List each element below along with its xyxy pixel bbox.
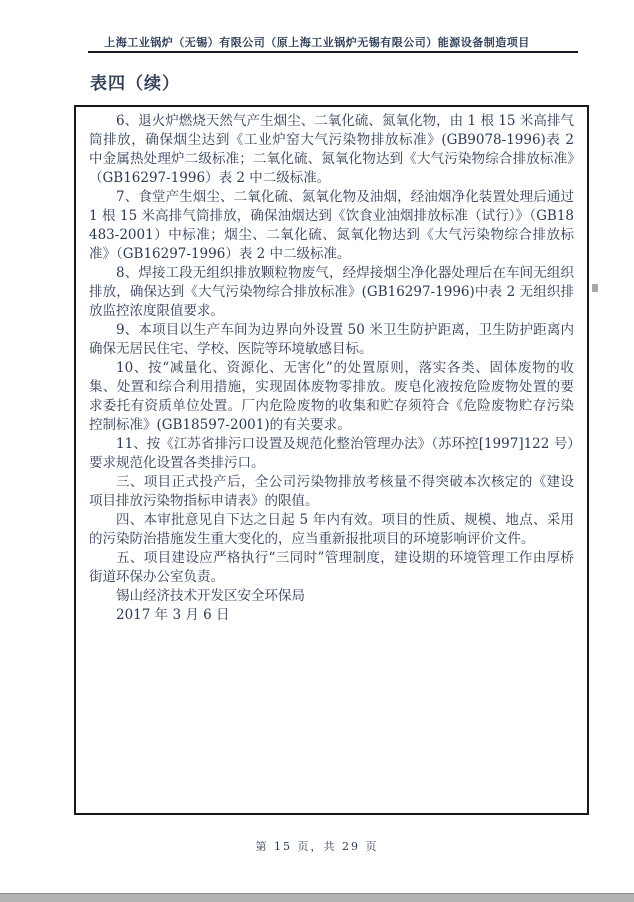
issuing-authority-signature: 锡山经济技术开发区安全环保局 — [116, 588, 305, 604]
approval-paragraph-item3: 三、项目正式投产后，全公司污染物排放考核量不得突破本次核定的《建设项目排放污染物指标申请表》的限值。 — [89, 474, 574, 509]
approval-content-box — [74, 105, 589, 815]
approval-paragraph-7: 7、食堂产生烟尘、二氧化硫、氮氧化物及油烟，经油烟净化装置处理后通过 1 根 15 米高排气筒排放，确保油烟达到《饮食业油烟排放标准（试行）》（GB18483-2001）中标准；烟尘、二氧化硫、氮氧化物达到《大气污染物综合排放标准》（GB16297-1996）表 2 中二级标准。 — [89, 189, 574, 262]
document-header-title: 上海工业锅炉（无锡）有限公司（原上海工业锅炉无锡有限公司）能源设备制造项目 — [104, 36, 530, 49]
page-number-indicator: 第 15 页，共 29 页 — [255, 840, 379, 853]
scan-edge-strip — [0, 893, 634, 902]
header-divider — [88, 51, 578, 53]
approval-paragraph-6: 6、退火炉燃烧天然气产生烟尘、二氧化硫、氮氧化物，由 1 根 15 米高排气筒排放，确保烟尘达到《工业炉窑大气污染物排放标准》(GB9078-1996)表 2 中金属热处理炉二级标准；二氧化硫、氮氧化物达到《大气污染物综合排放标准》（GB16297-1996）表 2 中二级标准。 — [89, 113, 574, 186]
scan-artifact-mark — [592, 284, 598, 292]
section-title: 表四（续） — [90, 74, 180, 94]
approval-paragraph-11: 11、按《江苏省排污口设置及规范化整治管理办法》（苏环控[1997]122 号）要求规范化设置各类排污口。 — [89, 436, 574, 471]
approval-paragraph-item4: 四、本审批意见自下达之日起 5 年内有效。项目的性质、规模、地点、采用的污染防治措施发生重大变化的，应当重新报批项目的环境影响评价文件。 — [89, 512, 574, 547]
approval-paragraph-8: 8、焊接工段无组织排放颗粒物废气，经焊接烟尘净化器处理后在车间无组织排放，确保达到《大气污染物综合排放标准》(GB16297-1996)中表 2 无组织排放监控浓度限值要求。 — [89, 265, 574, 319]
approval-paragraph-9: 9、本项目以生产车间为边界向外设置 50 米卫生防护距离，卫生防护距离内确保无居民住宅、学校、医院等环境敏感目标。 — [89, 322, 574, 357]
approval-date: 2017 年 3 月 6 日 — [116, 607, 230, 623]
approval-paragraph-item5: 五、项目建设应严格执行“三同时”管理制度，建设期的环境管理工作由厚桥街道环保办公室负责。 — [89, 550, 574, 585]
approval-paragraph-10: 10、按“减量化、资源化、无害化”的处置原则，落实各类、固体废物的收集、处置和综合利用措施，实现固体废物零排放。废皂化液按危险废物处置的要求委托有资质单位处置。厂内危险废物的收集和贮存须符合《危险废物贮存污染控制标准》(GB18597-2001)的有关要求。 — [89, 360, 574, 433]
